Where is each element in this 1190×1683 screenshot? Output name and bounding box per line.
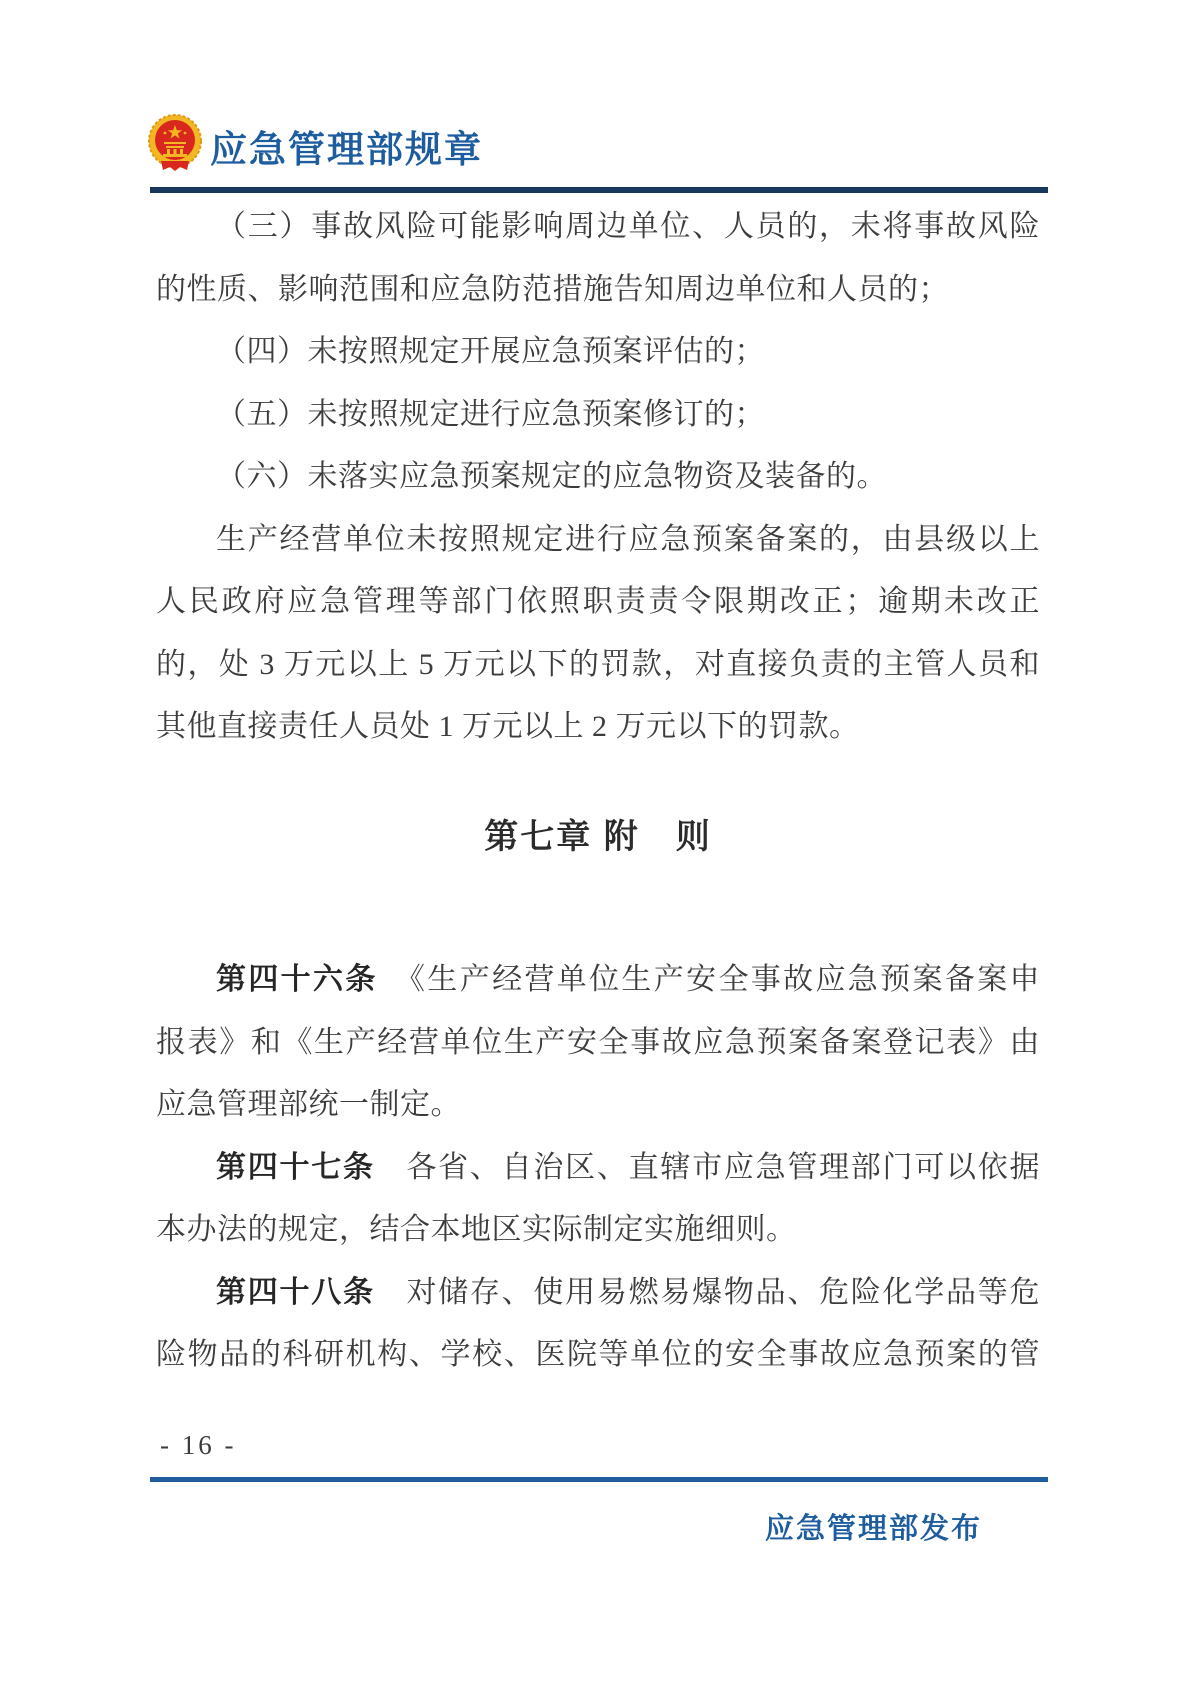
document-body-section-2	[156, 949, 1040, 1387]
article-number: 第四十六条	[216, 963, 378, 996]
text-line: 第四十六条 《生产经营单位生产安全事故应急预案备案申	[216, 963, 1041, 996]
article-number: 第四十七条	[216, 1150, 375, 1184]
publisher-label: 应急管理部发布	[764, 1513, 982, 1545]
text-line: 险物品的科研机构、学校、医院等单位的安全事故应急预案的管	[156, 1338, 1040, 1371]
text-line: 第四十七条 各省、自治区、直辖市应急管理部门可以依据	[216, 1150, 1041, 1184]
text-line: 人民政府应急管理等部门依照职责责令限期改正；逾期未改正	[156, 585, 1040, 618]
header-rule	[150, 187, 1048, 193]
text-line: 第四十八条 对储存、使用易燃易爆物品、危险化学品等危	[216, 1275, 1041, 1309]
text-line: 生产经营单位未按照规定进行应急预案备案的，由县级以上	[216, 522, 1040, 556]
page-number: - 16 -	[160, 1430, 237, 1460]
text-line: （四）未按照规定开展应急预案评估的；	[216, 335, 765, 368]
text-line: （六）未落实应急预案规定的应急物资及装备的。	[216, 460, 887, 493]
document-body-section-1	[156, 196, 1040, 759]
text-line: （五）未按照规定进行应急预案修订的；	[216, 397, 765, 431]
text-line: 的性质、影响范围和应急防范措施告知周边单位和人员的；	[156, 272, 949, 306]
article-number: 第四十八条	[216, 1275, 375, 1309]
text-line: 报表》和《生产经营单位生产安全事故应急预案备案登记表》由	[156, 1025, 1040, 1059]
text-line: 的，处 3 万元以上 5 万元以下的罚款，对直接负责的主管人员和	[156, 647, 1040, 681]
text-line: （三）事故风险可能影响周边单位、人员的，未将事故风险	[216, 210, 1040, 243]
national-emblem-icon	[147, 113, 203, 173]
text-line: 其他直接责任人员处 1 万元以上 2 万元以下的罚款。	[156, 710, 860, 743]
text-line: 本办法的规定，结合本地区实际制定实施细则。	[156, 1213, 797, 1246]
page-header-title: 应急管理部规章	[210, 130, 483, 171]
chapter-heading: 第七章 附 则	[484, 818, 712, 856]
text-line: 应急管理部统一制定。	[156, 1088, 461, 1121]
footer-rule	[150, 1477, 1048, 1482]
